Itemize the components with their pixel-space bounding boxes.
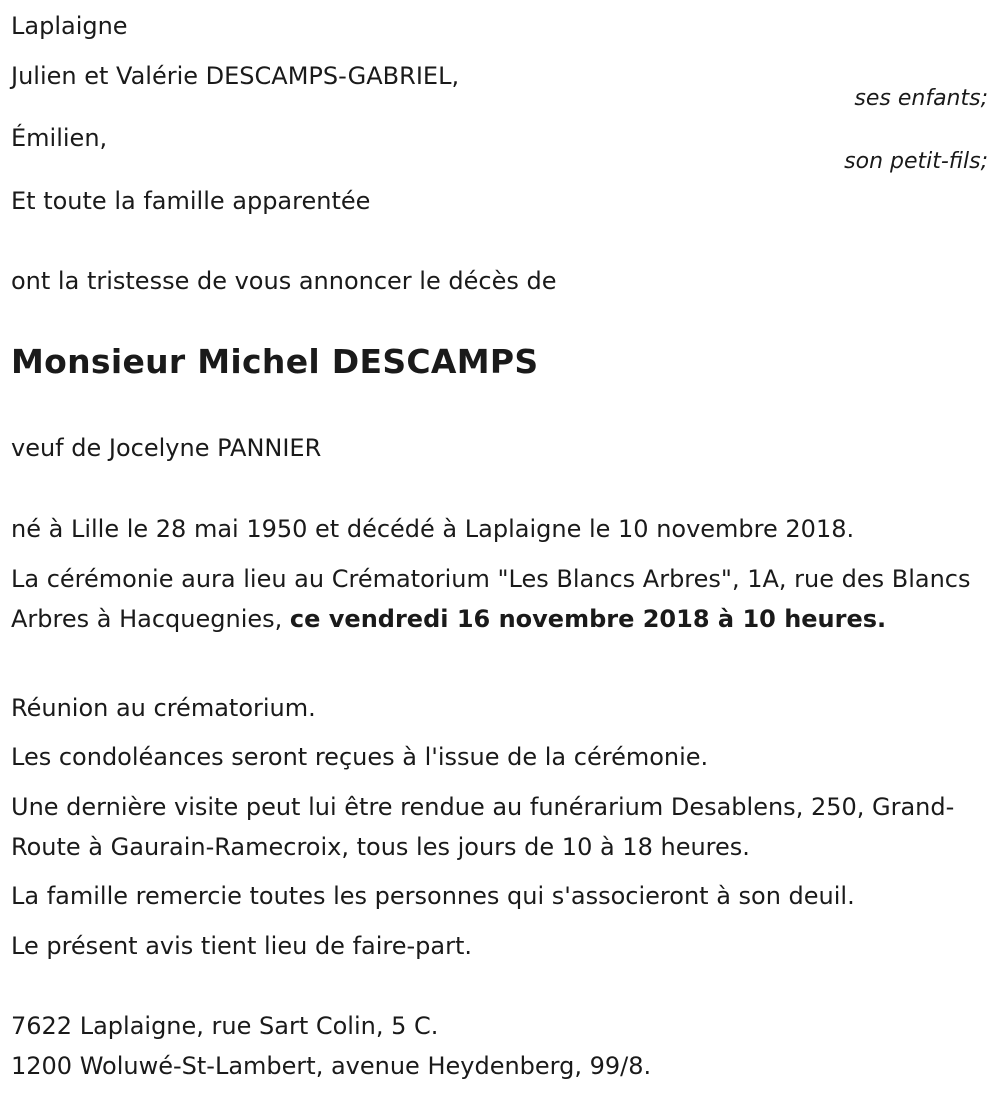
widow-of: veuf de Jocelyne PANNIER	[11, 434, 322, 462]
address-1: 7622 Laplaigne, rue Sart Colin, 5 C.	[11, 1012, 439, 1040]
role-children: ses enfants;	[854, 86, 988, 111]
deceased-name: Monsieur Michel DESCAMPS	[11, 342, 539, 381]
birth-death-line: né à Lille le 28 mai 1950 et décédé à Laplaigne le 10 novembre 2018.	[11, 515, 855, 543]
role-grandson: son petit-fils;	[844, 149, 988, 174]
thanks-line: La famille remercie toutes les personnes qui s'associeront à son deuil.	[11, 882, 855, 910]
reunion-line: Réunion au crématorium.	[11, 694, 316, 722]
family-place: Laplaigne	[11, 12, 128, 40]
family-extended: Et toute la famille apparentée	[11, 187, 371, 215]
ceremony-date: ce vendredi 16 novembre 2018 à 10 heures.	[289, 605, 887, 633]
announcement-text: ont la tristesse de vous annoncer le décès de	[11, 267, 557, 295]
condolences-line: Les condoléances seront reçues à l'issue de la cérémonie.	[11, 743, 709, 771]
ceremony-text: La cérémonie aura lieu au Crématorium "Les Blancs Arbres", 1A, rue des Blancs Arbres à Hacquegnies,	[11, 565, 971, 633]
family-children: Julien et Valérie DESCAMPS-GABRIEL,	[11, 62, 460, 90]
visit-paragraph: Une dernière visite peut lui être rendue au funérarium Desablens, 250, Grand-Route à Gaurain-Ramecroix, tous les jours de 10 à 18 heures.	[11, 793, 955, 861]
ceremony-paragraph	[11, 559, 986, 639]
address-2: 1200 Woluwé-St-Lambert, avenue Heydenberg, 99/8.	[11, 1052, 652, 1080]
family-grandson: Émilien,	[11, 124, 108, 152]
notice-line: Le présent avis tient lieu de faire-part.	[11, 932, 473, 960]
